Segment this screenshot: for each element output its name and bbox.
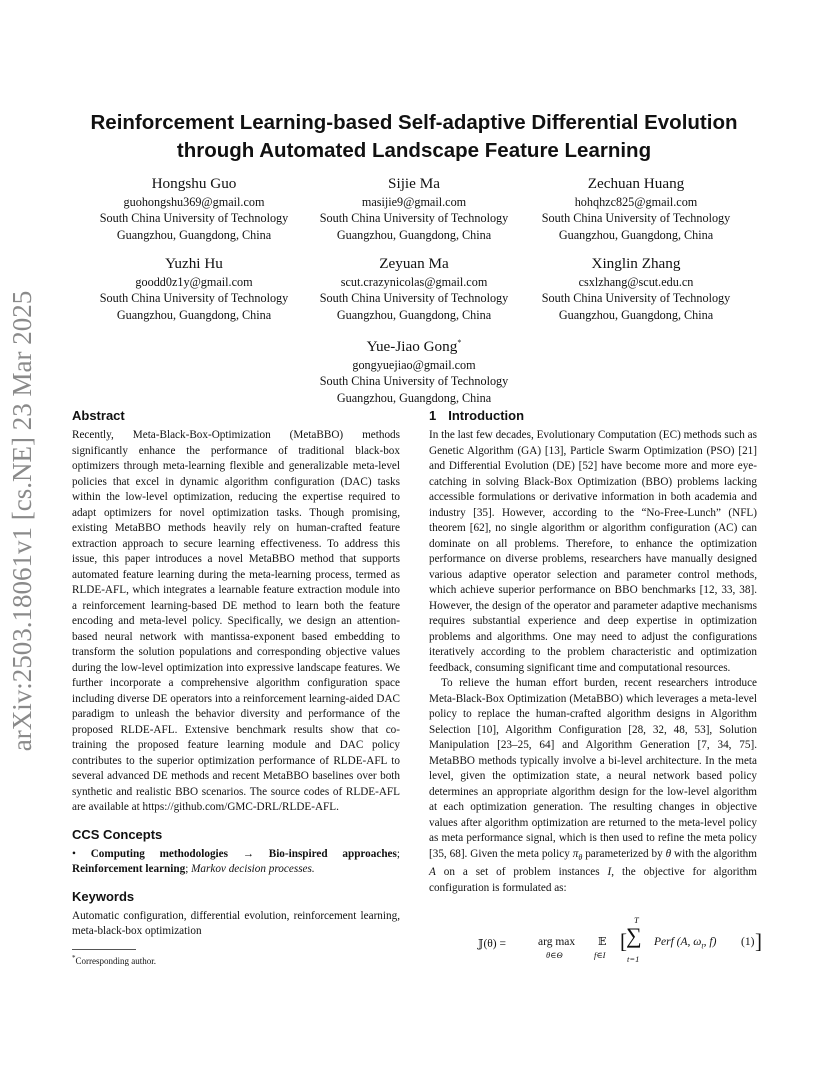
ccs-primary-concept: Computing methodologies → Bio-inspired approaches bbox=[90, 847, 397, 860]
math-pi: π bbox=[572, 847, 579, 860]
equation-expectation: 𝔼 bbox=[598, 936, 607, 948]
abstract-heading: Abstract bbox=[72, 408, 125, 423]
footnote bbox=[72, 952, 400, 968]
paper-title: Reinforcement Learning-based Self-adaptive Differential Evolution through Automated Landscape Feature Learning bbox=[90, 111, 738, 162]
ccs-secondary-concept: Reinforcement learning bbox=[72, 863, 186, 875]
author-name: Sijie Ma bbox=[388, 175, 440, 192]
ccs-tertiary-concept: Markov decision processes. bbox=[191, 863, 315, 875]
equation-body bbox=[654, 936, 716, 950]
author-affiliation: South China University of Technology bbox=[541, 291, 731, 306]
equation-sum: ∑ bbox=[626, 923, 642, 948]
author-name: Xinglin Zhang bbox=[591, 255, 681, 272]
section-number: 1 bbox=[429, 408, 437, 423]
ccs-bullet: • bbox=[72, 847, 76, 860]
footnote-text: Corresponding author. bbox=[75, 955, 156, 966]
author-email: hohqhzc825@gmail.com bbox=[574, 195, 698, 209]
author-affiliation: South China University of Technology bbox=[99, 291, 289, 306]
equation-argmax-subscript: θ∈Θ bbox=[546, 950, 563, 960]
author-name: Hongshu Guo bbox=[151, 175, 237, 192]
author-block bbox=[299, 254, 529, 323]
author-email: scut.crazynicolas@gmail.com bbox=[340, 275, 488, 289]
author-location: Guangzhou, Guangdong, China bbox=[336, 307, 492, 322]
ccs-heading: CCS Concepts bbox=[72, 826, 163, 842]
math-algorithm: A bbox=[429, 866, 436, 879]
author-block bbox=[79, 254, 309, 323]
author-block bbox=[299, 174, 529, 243]
arxiv-identifier: arXiv:2503.18061v1 [cs.NE] 23 Mar 2025 bbox=[7, 290, 37, 752]
left-column bbox=[72, 407, 400, 968]
author-affiliation: South China University of Technology bbox=[319, 374, 509, 389]
author-name: Zechuan Huang bbox=[587, 175, 685, 192]
keywords-text: Automatic configuration, differential evolution, reinforcement learning, meta-black-box optimization bbox=[72, 909, 400, 937]
ccs-separator: ; bbox=[185, 863, 192, 875]
author-block bbox=[521, 174, 751, 243]
author-block bbox=[299, 333, 529, 406]
equation-body-end: , f) bbox=[703, 936, 717, 948]
author-location: Guangzhou, Guangdong, China bbox=[558, 227, 714, 242]
corresponding-author-mark: * bbox=[457, 338, 462, 347]
paragraph-text: parameterized by bbox=[582, 847, 666, 860]
equation-body-text: Perf (A, ω bbox=[654, 936, 702, 948]
equation-bracket-close: ] bbox=[755, 929, 762, 953]
math-theta: θ bbox=[665, 847, 672, 860]
paragraph-text: To relieve the human effort burden, recent researchers introduce Meta-Black-Box Optimization (MetaBBO) which leverages a meta-level policy to replace the human-crafted algorithm designs in Algorithm Selection [10], Algorithm Configuration [28, 32, 48, 53], Solution Manipulation [23–25, 64] and Algorithm Generation [7, 34, 75]. MetaBBO methods typically involve a bi-level architecture. In the meta level, given the optimization state, a neural network based policy determines an appropriate algorithm design for the low-level algorithm at each optimization generation. The resulting changes in objective values after algorithm optimization are returned to the meta-level policy as meta performance signal, which is then used to refine the meta policy [35, 68]. Given the meta policy bbox=[429, 677, 757, 860]
abstract-text: Recently, Meta-Black-Box-Optimization (MetaBBO) methods significantly enhance the performance of traditional black-box optimizers through meta-learning flexible and generalizable meta-level policies that excel in dynamic algorithm configuration (DAC) tasks within the low-level optimization, reducing the expertise required to adapt optimizers for novel optimization tasks. Though promising, existing MetaBBO methods heavily rely on human-crafted feature extraction approach to secure learning effectiveness. To address this issue, this paper introduces a novel MetaBBO method that supports automated feature learning during the meta-learning process, termed as RLDE-AFL, which integrates a learnable feature extraction module into a reinforcement learning-based DE method to learn both the feature encoding and meta-level policy. Specifically, we design an attention-based neural network with mantissa-exponent based embedding to transform the solution populations and corresponding objective values during the low-level optimization into expressive landscape features. We further incorporate a comprehensive algorithm configuration space including diverse DE operators into a reinforcement learning-aided DAC paradigm to unleash the behavior diversity and performance of the proposed RLDE-AFL. Extensive benchmark results show that co-training the proposed feature learning module and DAC policy contributes to the superior optimization performance of RLDE-AFL to several advanced DE methods and recent MetaBBO baselines over both synthetic and realistic BBO scenarios. The source codes of RLDE-AFL are available at https://github.com/GMC-DRL/RLDE-AFL. bbox=[72, 429, 400, 813]
author-location: Guangzhou, Guangdong, China bbox=[116, 227, 272, 242]
author-affiliation: South China University of Technology bbox=[319, 211, 509, 226]
author-email: guohongshu369@gmail.com bbox=[123, 195, 265, 209]
author-email: csxlzhang@scut.edu.cn bbox=[578, 275, 694, 289]
ccs-separator: ; bbox=[396, 847, 400, 860]
equation-bracket-open: [ bbox=[620, 929, 627, 953]
equation-sum-upper: T bbox=[634, 915, 639, 925]
introduction-paragraph-2 bbox=[429, 676, 757, 896]
section-title: Introduction bbox=[448, 408, 525, 423]
equation-number: (1) bbox=[741, 936, 755, 948]
math-theta-subscript: θ bbox=[578, 852, 583, 862]
equation-lhs: 𝕁(θ) = bbox=[478, 938, 506, 950]
author-location: Guangzhou, Guangdong, China bbox=[116, 307, 272, 322]
author-location: Guangzhou, Guangdong, China bbox=[336, 227, 492, 242]
author-location: Guangzhou, Guangdong, China bbox=[336, 390, 492, 405]
author-email: gongyuejiao@gmail.com bbox=[352, 358, 476, 373]
paragraph-text: , the objective for algorithm configuration is formulated as: bbox=[429, 866, 757, 894]
ccs-concepts bbox=[72, 847, 400, 878]
author-affiliation: South China University of Technology bbox=[319, 291, 509, 306]
footnote-divider bbox=[72, 949, 136, 950]
equation-expectation-subscript: f∈I bbox=[594, 950, 606, 960]
keywords-heading: Keywords bbox=[72, 888, 135, 904]
author-name-text: Yue-Jiao Gong bbox=[366, 338, 458, 356]
paragraph-text: on a set of problem instances bbox=[435, 866, 608, 879]
paragraph-text: with the algorithm bbox=[671, 847, 757, 860]
author-location: Guangzhou, Guangdong, China bbox=[558, 307, 714, 322]
author-name bbox=[299, 333, 529, 356]
introduction-heading bbox=[429, 407, 757, 425]
right-column bbox=[429, 407, 757, 896]
author-block bbox=[521, 254, 751, 323]
author-name: Yuzhi Hu bbox=[165, 255, 223, 272]
author-email: goodd0z1y@gmail.com bbox=[135, 275, 253, 289]
author-block bbox=[79, 174, 309, 243]
equation-sum-lower: t=1 bbox=[627, 954, 640, 964]
equation-1 bbox=[470, 915, 762, 968]
equation-argmax: arg max bbox=[538, 936, 576, 948]
author-email: masijie9@gmail.com bbox=[361, 195, 467, 209]
author-affiliation: South China University of Technology bbox=[541, 211, 731, 226]
introduction-paragraph-1: In the last few decades, Evolutionary Computation (EC) methods such as Genetic Algorithm (GA) [13], Particle Swarm Optimization (PSO) [21] and Differential Evolution (DE) [52] have become more and more eye-catching in solving Black-Box Optimization (BBO) problems lacking accessible formulations or derivative information in both academia and industry [35]. However, according to the “No-Free-Lunch” (NFL) theorem [62], no single algorithm or algorithm configuration (AC) can dominate on all problems. Therefore, to enhance the optimization performance on diverse problems, researchers have manually designed various adaptive operator selection and parameter control methods, which achieve superior performance on BBO benchmarks [12, 33, 38]. However, the design of the operator and parameter adaptive mechanisms requires substantial experience and deep expertise in optimization problems and algorithms. One may need to adjust the configurations iteratively according to the problem characteristic and optimization feedback, consuming significant time and computational resources. bbox=[429, 429, 757, 674]
equation-body-subscript: t bbox=[701, 941, 704, 951]
math-instance-set: I bbox=[607, 866, 612, 879]
author-affiliation: South China University of Technology bbox=[99, 211, 289, 226]
author-name: Zeyuan Ma bbox=[379, 255, 449, 272]
footnote-mark: * bbox=[72, 953, 76, 962]
